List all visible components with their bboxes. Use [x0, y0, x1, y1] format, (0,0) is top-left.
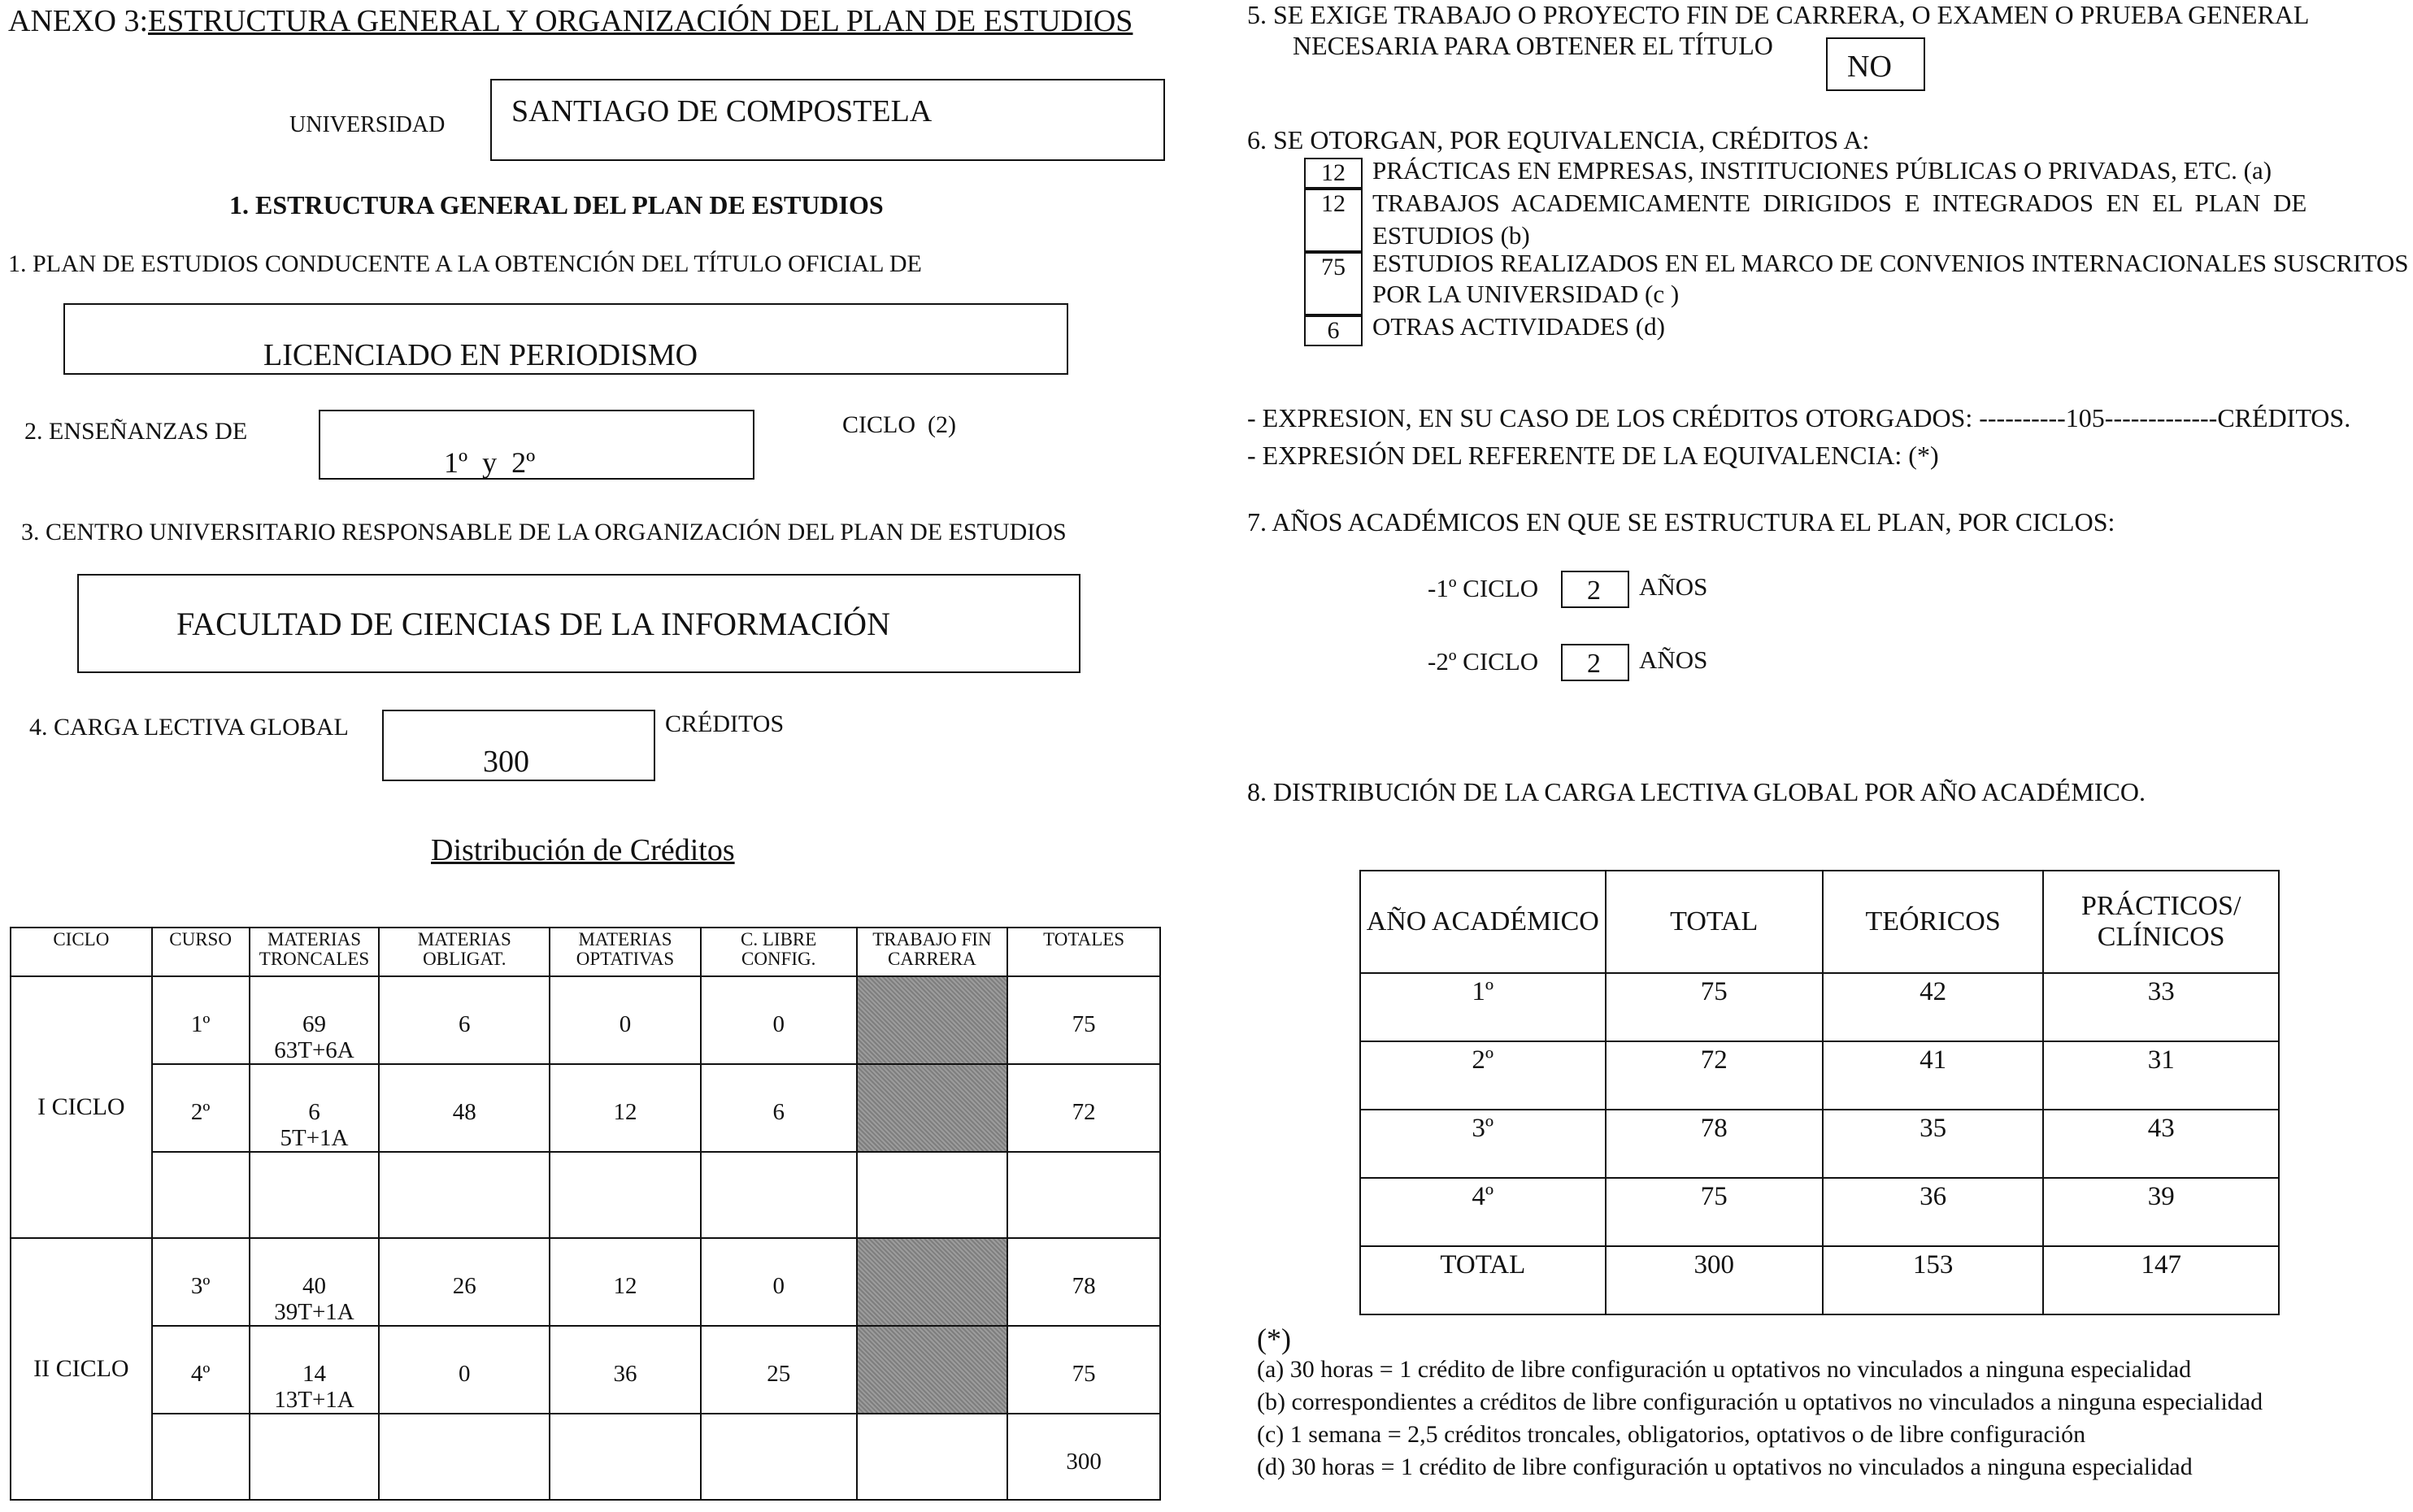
year-distribution-table: [1359, 870, 2280, 1315]
trabajo-fin-cell-shaded: [857, 976, 1008, 1064]
item5-answer: NO: [1847, 50, 1892, 84]
year-cell: 4º: [1360, 1178, 1606, 1246]
troncales-cell: [250, 1238, 380, 1326]
year-cell: TOTAL: [1360, 1246, 1606, 1314]
ciclo2-label: -2º CICLO: [1428, 647, 1539, 676]
obligat-cell: 48: [379, 1064, 550, 1152]
practicos-cell: 43: [2043, 1110, 2279, 1178]
empty-cell: [701, 1152, 857, 1238]
ciclo1-years: 2: [1587, 576, 1601, 606]
empty-cell: [250, 1152, 380, 1238]
total-cell: 75: [1606, 973, 1823, 1041]
trabajo-fin-cell-shaded: [857, 1238, 1008, 1326]
note-b: (b) correspondientes a créditos de libre configuración u optativos no vinculados a ninguna especialidad: [1257, 1388, 2263, 1415]
ciclo2-unit: AÑOS: [1639, 645, 1708, 674]
item7-label: 7. AÑOS ACADÉMICOS EN QUE SE ESTRUCTURA EL PLAN, POR CICLOS:: [1247, 507, 2115, 537]
ciclo2-years: 2: [1587, 649, 1601, 679]
grand-total-cell: 300: [1007, 1414, 1160, 1500]
ensenanzas-box: [319, 410, 754, 480]
empty-cell: [550, 1414, 701, 1500]
curso-cell: 3º: [152, 1238, 250, 1326]
table-row-total: [1360, 1246, 2279, 1314]
item5-line2: NECESARIA PARA OBTENER EL TÍTULO: [1293, 31, 1773, 60]
optativas-cell: 12: [550, 1064, 701, 1152]
header-totales: TOTALES: [1007, 928, 1160, 976]
total-cell: 300: [1606, 1246, 1823, 1314]
teoricos-cell: 153: [1823, 1246, 2044, 1314]
item1-label: 1. PLAN DE ESTUDIOS CONDUCENTE A LA OBTENCIÓN DEL TÍTULO OFICIAL DE: [8, 250, 922, 277]
table-row: [11, 976, 1160, 1064]
optativas-cell: 36: [550, 1326, 701, 1414]
total-cell: 72: [1606, 1041, 1823, 1110]
note-d: (d) 30 horas = 1 crédito de libre configuración u optativos no vinculados a ninguna especialidad: [1257, 1453, 2193, 1480]
item5-answer-box: [1826, 37, 1925, 91]
empty-cell: [379, 1414, 550, 1500]
table-row: [1360, 1110, 2279, 1178]
practicos-cell: 39: [2043, 1178, 2279, 1246]
equiv-credits-box: 75: [1304, 252, 1363, 315]
carga-box: [382, 710, 655, 781]
troncales-value: 14: [302, 1361, 326, 1387]
troncales-sub: 5T+1A: [280, 1125, 349, 1151]
totales-cell: 75: [1007, 1326, 1160, 1414]
troncales-cell: [250, 976, 380, 1064]
ciclo-ii-cell: II CICLO: [11, 1238, 152, 1500]
troncales-cell: [250, 1064, 380, 1152]
practicos-cell: 31: [2043, 1041, 2279, 1110]
troncales-value: 6: [308, 1099, 320, 1125]
libre-cell: 0: [701, 976, 857, 1064]
table-row-total: [11, 1414, 1160, 1500]
teoricos-cell: 35: [1823, 1110, 2044, 1178]
carga-value: 300: [483, 745, 529, 779]
ciclo-suffix: CICLO (2): [842, 411, 956, 438]
item8-label: 8. DISTRIBUCIÓN DE LA CARGA LECTIVA GLOBAL POR AÑO ACADÉMICO.: [1247, 777, 2146, 806]
equiv-text-cont: POR LA UNIVERSIDAD (c ): [1372, 280, 1680, 308]
troncales-sub: 13T+1A: [274, 1387, 354, 1413]
ciclo1-label: -1º CICLO: [1428, 574, 1539, 602]
expresion-referente: - EXPRESIÓN DEL REFERENTE DE LA EQUIVALENCIA: (*): [1247, 441, 1939, 470]
table-row: [11, 1238, 1160, 1326]
titulo-value: LICENCIADO EN PERIODISMO: [263, 338, 698, 372]
equiv-text: ESTUDIOS REALIZADOS EN EL MARCO DE CONVENIOS INTERNACIONALES SUSCRITOS: [1372, 249, 2409, 277]
equiv-credits-box: 12: [1304, 189, 1363, 252]
credit-distribution-table: [10, 927, 1161, 1501]
creditos-suffix: CRÉDITOS: [665, 710, 785, 737]
table-row: [11, 1326, 1160, 1414]
empty-cell: [152, 1152, 250, 1238]
total-cell: 75: [1606, 1178, 1823, 1246]
universidad-value: SANTIAGO DE COMPOSTELA: [511, 94, 933, 128]
curso-cell: 4º: [152, 1326, 250, 1414]
practicos-cell: 147: [2043, 1246, 2279, 1314]
ciclo1-unit: AÑOS: [1639, 572, 1708, 601]
troncales-cell: [250, 1326, 380, 1414]
ensenanzas-value: 1º y 2º: [444, 446, 536, 479]
equiv-credits-box: 6: [1304, 315, 1363, 346]
item2-label: 2. ENSEÑANZAS DE: [24, 418, 248, 445]
universidad-box: [490, 79, 1165, 161]
table-row: [1360, 1178, 2279, 1246]
item6-label: 6. SE OTORGAN, POR EQUIVALENCIA, CRÉDITOS A:: [1247, 125, 1870, 154]
ciclo-i-cell: I CICLO: [11, 976, 152, 1238]
centro-box: [77, 574, 1080, 673]
trabajo-fin-cell-shaded: [857, 1326, 1008, 1414]
total-cell: 78: [1606, 1110, 1823, 1178]
year-cell: 1º: [1360, 973, 1606, 1041]
obligat-cell: 26: [379, 1238, 550, 1326]
libre-cell: 6: [701, 1064, 857, 1152]
ciclo2-years-box: [1561, 644, 1629, 681]
practicos-cell: 33: [2043, 973, 2279, 1041]
optativas-cell: 12: [550, 1238, 701, 1326]
year-cell: 3º: [1360, 1110, 1606, 1178]
totales-cell: 72: [1007, 1064, 1160, 1152]
obligat-cell: 6: [379, 976, 550, 1064]
table-row: [1360, 973, 2279, 1041]
equiv-credits-box: 12: [1304, 158, 1363, 189]
teoricos-cell: 42: [1823, 973, 2044, 1041]
notes-star: (*): [1257, 1323, 1291, 1355]
libre-cell: 25: [701, 1326, 857, 1414]
trabajo-fin-cell-shaded: [857, 1064, 1008, 1152]
empty-cell: [379, 1152, 550, 1238]
header-practicos: PRÁCTICOS/ CLÍNICOS: [2043, 871, 2279, 973]
titulo-box: [63, 303, 1068, 375]
table-row: [1360, 1041, 2279, 1110]
teoricos-cell: 36: [1823, 1178, 2044, 1246]
note-a: (a) 30 horas = 1 crédito de libre configuración u optativos no vinculados a ninguna especialidad: [1257, 1356, 2192, 1383]
note-c: (c) 1 semana = 2,5 créditos troncales, obligatorios, optativos o de libre configuración: [1257, 1421, 2086, 1448]
equiv-text: OTRAS ACTIVIDADES (d): [1372, 312, 1665, 341]
header-optativas: MATERIAS OPTATIVAS: [550, 928, 701, 976]
table-header-row: [11, 928, 1160, 976]
obligat-cell: 0: [379, 1326, 550, 1414]
empty-cell: [701, 1414, 857, 1500]
header-ano: AÑO ACADÉMICO: [1360, 871, 1606, 973]
header-trabajo-fin: TRABAJO FIN CARRERA: [857, 928, 1008, 976]
anexo-header: [8, 3, 1133, 39]
optativas-cell: 0: [550, 976, 701, 1064]
totales-cell: 78: [1007, 1238, 1160, 1326]
troncales-sub: 39T+1A: [274, 1299, 354, 1325]
ciclo1-years-box: [1561, 571, 1629, 608]
expresion-creditos: - EXPRESION, EN SU CASO DE LOS CRÉDITOS OTORGADOS: ----------105-------------CRÉDITOS.: [1247, 403, 2351, 432]
item3-label: 3. CENTRO UNIVERSITARIO RESPONSABLE DE LA ORGANIZACIÓN DEL PLAN DE ESTUDIOS: [21, 519, 1067, 545]
troncales-sub: 63T+6A: [274, 1037, 354, 1063]
year-cell: 2º: [1360, 1041, 1606, 1110]
curso-cell: 1º: [152, 976, 250, 1064]
item5-line1: 5. SE EXIGE TRABAJO O PROYECTO FIN DE CARRERA, O EXAMEN O PRUEBA GENERAL: [1247, 0, 2310, 29]
anexo-label: ANEXO 3:: [8, 4, 149, 38]
table-row: [11, 1064, 1160, 1152]
header-teoricos: TEÓRICOS: [1823, 871, 2044, 973]
equiv-text: PRÁCTICAS EN EMPRESAS, INSTITUCIONES PÚBLICAS O PRIVADAS, ETC. (a): [1372, 156, 2272, 185]
equiv-text-cont: ESTUDIOS (b): [1372, 221, 1530, 250]
totales-cell: 75: [1007, 976, 1160, 1064]
equiv-text: TRABAJOS ACADEMICAMENTE DIRIGIDOS E INTEGRADOS EN EL PLAN DE: [1372, 189, 2307, 217]
table-row-empty: [11, 1152, 1160, 1238]
empty-cell: [250, 1414, 380, 1500]
header-obligat: MATERIAS OBLIGAT.: [379, 928, 550, 976]
header-ciclo: CICLO: [11, 928, 152, 976]
header-libre: C. LIBRE CONFIG.: [701, 928, 857, 976]
header-total: TOTAL: [1606, 871, 1823, 973]
empty-cell: [857, 1152, 1008, 1238]
centro-value: FACULTAD DE CIENCIAS DE LA INFORMACIÓN: [176, 606, 890, 642]
troncales-value: 40: [302, 1273, 326, 1299]
empty-cell: [550, 1152, 701, 1238]
universidad-label: UNIVERSIDAD: [289, 112, 446, 137]
empty-cell: [152, 1414, 250, 1500]
document-title: ESTRUCTURA GENERAL Y ORGANIZACIÓN DEL PLAN DE ESTUDIOS: [148, 4, 1133, 38]
teoricos-cell: 41: [1823, 1041, 2044, 1110]
curso-cell: 2º: [152, 1064, 250, 1152]
section1-title: 1. ESTRUCTURA GENERAL DEL PLAN DE ESTUDIOS: [229, 190, 884, 219]
empty-cell: [1007, 1152, 1160, 1238]
header-troncales: MATERIAS TRONCALES: [250, 928, 380, 976]
empty-cell: [857, 1414, 1008, 1500]
item4-label: 4. CARGA LECTIVA GLOBAL: [29, 714, 349, 741]
libre-cell: 0: [701, 1238, 857, 1326]
troncales-value: 69: [302, 1011, 326, 1037]
distribucion-title: Distribución de Créditos: [431, 833, 735, 867]
header-curso: CURSO: [152, 928, 250, 976]
year-header-row: [1360, 871, 2279, 973]
